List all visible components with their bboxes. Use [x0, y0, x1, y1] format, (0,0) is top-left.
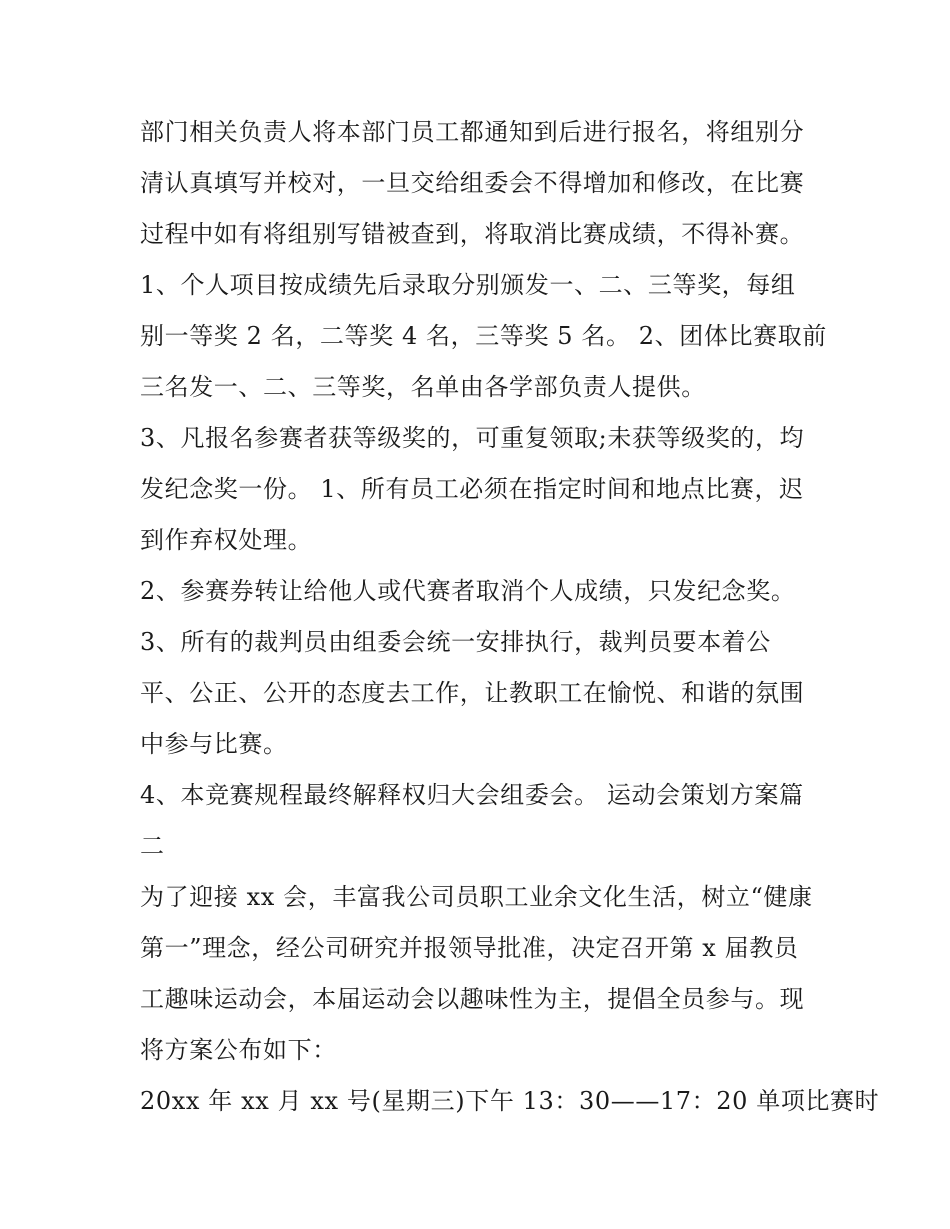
- text-line: 清认真填写并校对，一旦交给组委会不得增加和修改，在比赛: [140, 169, 805, 197]
- text-line: 工趣味运动会，本届运动会以趣味性为主，提倡全员参与。现: [140, 985, 805, 1013]
- text-line: 中参与比赛。: [140, 730, 288, 758]
- text-line: 部门相关负责人将本部门员工都通知到后进行报名，将组别分: [140, 118, 805, 146]
- text-line: 二: [140, 832, 165, 860]
- text-line: 过程中如有将组别写错被查到，将取消比赛成绩，不得补赛。: [140, 220, 805, 248]
- text-line: 将方案公布如下：: [140, 1036, 337, 1064]
- text-line: 三名发一、二、三等奖，名单由各学部负责人提供。: [140, 373, 706, 401]
- text-line: 到作弃权处理。: [140, 526, 313, 554]
- text-line: 1、个人项目按成绩先后录取分别颁发一、二、三等奖，每组: [140, 271, 796, 299]
- text-line: 3、凡报名参赛者获等级奖的，可重复领取;未获等级奖的，均: [140, 424, 805, 452]
- text-line: 别一等奖 2 名，二等奖 4 名，三等奖 5 名。 2、团体比赛取前: [140, 322, 827, 350]
- text-line: 2、参赛券转让给他人或代赛者取消个人成绩，只发纪念奖。: [140, 577, 796, 605]
- text-line: 为了迎接 xx 会，丰富我公司员职工业余文化生活，树立“健康: [140, 883, 813, 911]
- text-line: 4、本竞赛规程最终解释权归大会组委会。 运动会策划方案篇: [140, 781, 804, 809]
- text-line: 发纪念奖一份。 1、所有员工必须在指定时间和地点比赛，迟: [140, 475, 804, 503]
- text-line: 平、公正、公开的态度去工作，让教职工在愉悦、和谐的氛围: [140, 679, 805, 707]
- text-line: 20xx 年 xx 月 xx 号(星期三)下午 13：30——17：20 单项比赛时: [140, 1087, 880, 1115]
- text-line: 3、所有的裁判员由组委会统一安排执行，裁判员要本着公: [140, 628, 771, 656]
- text-line: 第一”理念，经公司研究并报领导批准，决定召开第 x 届教员: [140, 934, 799, 962]
